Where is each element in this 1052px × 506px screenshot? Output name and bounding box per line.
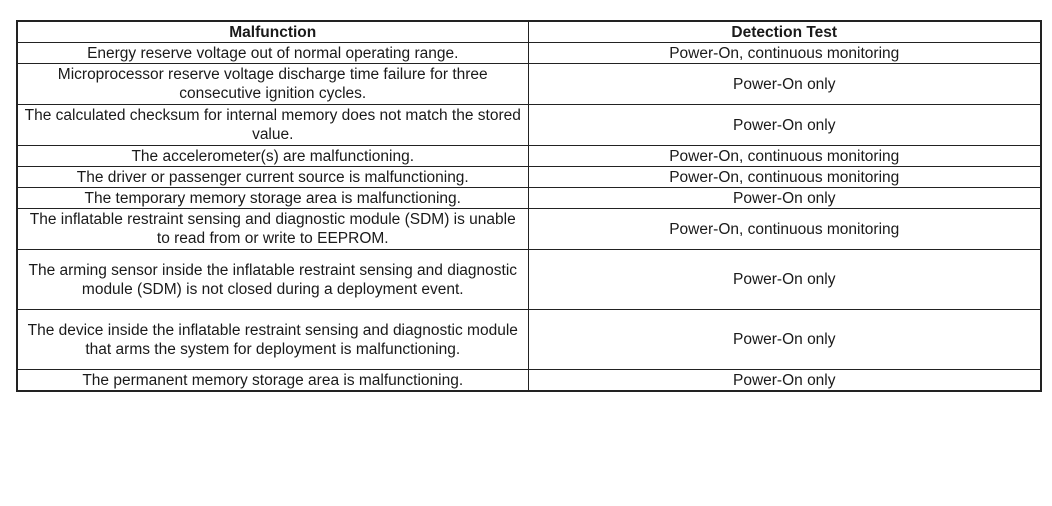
- table-row: [17, 167, 1041, 188]
- table-row: [17, 209, 1041, 250]
- detection-test-cell: Power-On only: [528, 188, 1041, 209]
- malfunction-cell: The accelerometer(s) are malfunctioning.: [17, 146, 528, 167]
- table-row: [17, 64, 1041, 105]
- detection-test-cell: Power-On only: [528, 370, 1041, 392]
- malfunction-cell: The calculated checksum for internal memory does not match the stored value.: [17, 105, 528, 146]
- detection-test-cell: Power-On only: [528, 250, 1041, 310]
- table-row: [17, 250, 1041, 310]
- malfunction-cell: Energy reserve voltage out of normal operating range.: [17, 43, 528, 64]
- table-row: [17, 188, 1041, 209]
- malfunction-cell: The device inside the inflatable restraint sensing and diagnostic module that arms the system for deployment is malfunctioning.: [17, 310, 528, 370]
- detection-test-cell: Power-On only: [528, 310, 1041, 370]
- detection-test-cell: Power-On, continuous monitoring: [528, 167, 1041, 188]
- header-malfunction: Malfunction: [17, 21, 528, 43]
- detection-test-cell: Power-On, continuous monitoring: [528, 146, 1041, 167]
- malfunction-cell: The driver or passenger current source is malfunctioning.: [17, 167, 528, 188]
- malfunction-cell: The permanent memory storage area is malfunctioning.: [17, 370, 528, 392]
- detection-test-cell: Power-On, continuous monitoring: [528, 209, 1041, 250]
- table-row: [17, 310, 1041, 370]
- table-row: [17, 43, 1041, 64]
- malfunction-cell: Microprocessor reserve voltage discharge time failure for three consecutive ignition cycles.: [17, 64, 528, 105]
- detection-test-cell: Power-On only: [528, 105, 1041, 146]
- table-header-row: [17, 21, 1041, 43]
- table-row: [17, 146, 1041, 167]
- header-detection-test: Detection Test: [528, 21, 1041, 43]
- malfunction-cell: The arming sensor inside the inflatable restraint sensing and diagnostic module (SDM) is not closed during a deployment event.: [17, 250, 528, 310]
- malfunction-detection-table: [16, 20, 1042, 392]
- detection-test-cell: Power-On, continuous monitoring: [528, 43, 1041, 64]
- malfunction-cell: The inflatable restraint sensing and diagnostic module (SDM) is unable to read from or write to EEPROM.: [17, 209, 528, 250]
- malfunction-cell: The temporary memory storage area is malfunctioning.: [17, 188, 528, 209]
- table-row: [17, 370, 1041, 392]
- detection-test-cell: Power-On only: [528, 64, 1041, 105]
- table-row: [17, 105, 1041, 146]
